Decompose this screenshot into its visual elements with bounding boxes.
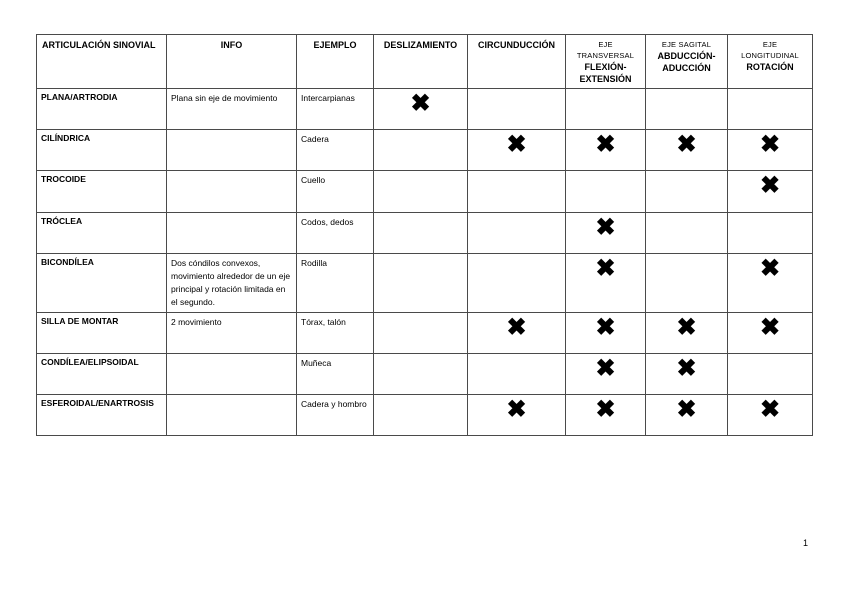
table-row [37, 89, 813, 130]
sliding-cell [374, 395, 468, 436]
x-mark-icon: ✖ [759, 255, 781, 282]
sagittal-cell [646, 395, 728, 436]
sliding-cell [374, 313, 468, 354]
header-transverse-axis [566, 35, 646, 89]
x-mark-icon: ✖ [676, 355, 697, 382]
longitudinal-cell [728, 354, 813, 395]
sagittal-axis-top: EJE SAGITAL [661, 40, 712, 49]
header-circumduction: CIRCUNDUCCIÓN [468, 35, 566, 89]
table-row [37, 254, 813, 313]
x-mark-icon: ✖ [506, 131, 527, 158]
joint-example: Rodilla [297, 254, 374, 313]
x-mark-icon: ✖ [676, 396, 697, 423]
header-joint: ARTICULACIÓN SINOVIAL [37, 35, 167, 89]
joint-name: SILLA DE MONTAR [37, 313, 167, 354]
joint-name: TRÓCLEA [37, 213, 167, 254]
table-row [37, 171, 813, 213]
x-mark-icon: ✖ [676, 131, 697, 158]
joint-example: Cadera [297, 130, 374, 171]
x-mark-icon: ✖ [595, 396, 616, 423]
sagittal-cell [646, 313, 728, 354]
joint-example: Intercarpianas [297, 89, 374, 130]
sagittal-cell [646, 354, 728, 395]
sliding-cell [374, 213, 468, 254]
joint-info [167, 130, 297, 171]
x-mark-icon: ✖ [595, 255, 616, 282]
joint-name: TROCOIDE [37, 171, 167, 213]
table-row [37, 313, 813, 354]
x-mark-icon: ✖ [759, 314, 781, 341]
circumduction-cell [468, 213, 566, 254]
transverse-cell [566, 254, 646, 313]
joint-example: Codos, dedos [297, 213, 374, 254]
joint-example: Cuello [297, 171, 374, 213]
longitudinal-cell [728, 171, 813, 213]
joint-info [167, 354, 297, 395]
transverse-cell [566, 213, 646, 254]
joint-example: Muñeca [297, 354, 374, 395]
header-longitudinal-axis [728, 35, 813, 89]
joint-info: 2 movimiento [167, 313, 297, 354]
circumduction-cell [468, 254, 566, 313]
sliding-cell [374, 354, 468, 395]
x-mark-icon: ✖ [676, 314, 697, 341]
sagittal-cell [646, 254, 728, 313]
table-row [37, 213, 813, 254]
page-number: 1 [803, 538, 809, 548]
circumduction-cell [468, 171, 566, 213]
joint-info: Plana sin eje de movimiento [167, 89, 297, 130]
joint-info [167, 395, 297, 436]
joint-name: CONDÍLEA/ELIPSOIDAL [37, 354, 167, 395]
transverse-cell [566, 395, 646, 436]
longitudinal-axis-movement: ROTACIÓN [746, 62, 794, 72]
x-mark-icon: ✖ [595, 314, 616, 341]
circumduction-cell [468, 89, 566, 130]
x-mark-icon: ✖ [759, 131, 781, 158]
header-sagittal-axis [646, 35, 728, 89]
longitudinal-cell [728, 313, 813, 354]
x-mark-icon: ✖ [595, 214, 616, 241]
sliding-cell [374, 171, 468, 213]
x-mark-icon: ✖ [759, 396, 781, 423]
longitudinal-cell [728, 395, 813, 436]
joint-name: CILÍNDRICA [37, 130, 167, 171]
joint-name: BICONDÍLEA [37, 254, 167, 313]
joint-example: Tórax, talón [297, 313, 374, 354]
circumduction-cell [468, 354, 566, 395]
x-mark-icon: ✖ [506, 396, 527, 423]
synovial-joints-table [36, 34, 813, 436]
sliding-cell [374, 254, 468, 313]
circumduction-cell [468, 313, 566, 354]
x-mark-icon: ✖ [595, 131, 616, 158]
joint-info [167, 171, 297, 213]
sagittal-cell [646, 171, 728, 213]
longitudinal-axis-mid: LONGITUDINAL [741, 51, 799, 60]
header-row [37, 35, 813, 89]
x-mark-icon: ✖ [759, 172, 781, 199]
x-mark-icon: ✖ [595, 355, 616, 382]
transverse-cell [566, 89, 646, 130]
longitudinal-cell [728, 213, 813, 254]
circumduction-cell [468, 130, 566, 171]
joint-name: PLANA/ARTRODIA [37, 89, 167, 130]
joint-info [167, 213, 297, 254]
x-mark-icon: ✖ [410, 90, 431, 117]
table-row [37, 395, 813, 436]
sagittal-cell [646, 130, 728, 171]
longitudinal-cell [728, 130, 813, 171]
header-sliding: DESLIZAMIENTO [374, 35, 468, 89]
transverse-cell [566, 313, 646, 354]
sagittal-axis-movement: ABDUCCIÓN-ADUCCIÓN [657, 51, 716, 73]
transverse-axis-top: EJE [598, 40, 613, 49]
sliding-cell [374, 130, 468, 171]
sagittal-cell [646, 213, 728, 254]
joint-info: Dos cóndilos convexos, movimiento alrededor de un eje principal y rotación limitada en el segundo. [167, 254, 297, 313]
transverse-cell [566, 354, 646, 395]
transverse-cell [566, 130, 646, 171]
longitudinal-cell [728, 254, 813, 313]
table-row [37, 354, 813, 395]
transverse-axis-mid: TRANSVERSAL [576, 51, 635, 60]
sagittal-cell [646, 89, 728, 130]
sliding-cell [374, 89, 468, 130]
table-row [37, 130, 813, 171]
circumduction-cell [468, 395, 566, 436]
header-example: EJEMPLO [297, 35, 374, 89]
longitudinal-cell [728, 89, 813, 130]
transverse-axis-movement: FLEXIÓN-EXTENSIÓN [579, 62, 632, 84]
joint-name: ESFEROIDAL/ENARTROSIS [37, 395, 167, 436]
header-info: INFO [167, 35, 297, 89]
joint-example: Cadera y hombro [297, 395, 374, 436]
transverse-cell [566, 171, 646, 213]
x-mark-icon: ✖ [506, 314, 527, 341]
longitudinal-axis-top: EJE [762, 40, 778, 49]
